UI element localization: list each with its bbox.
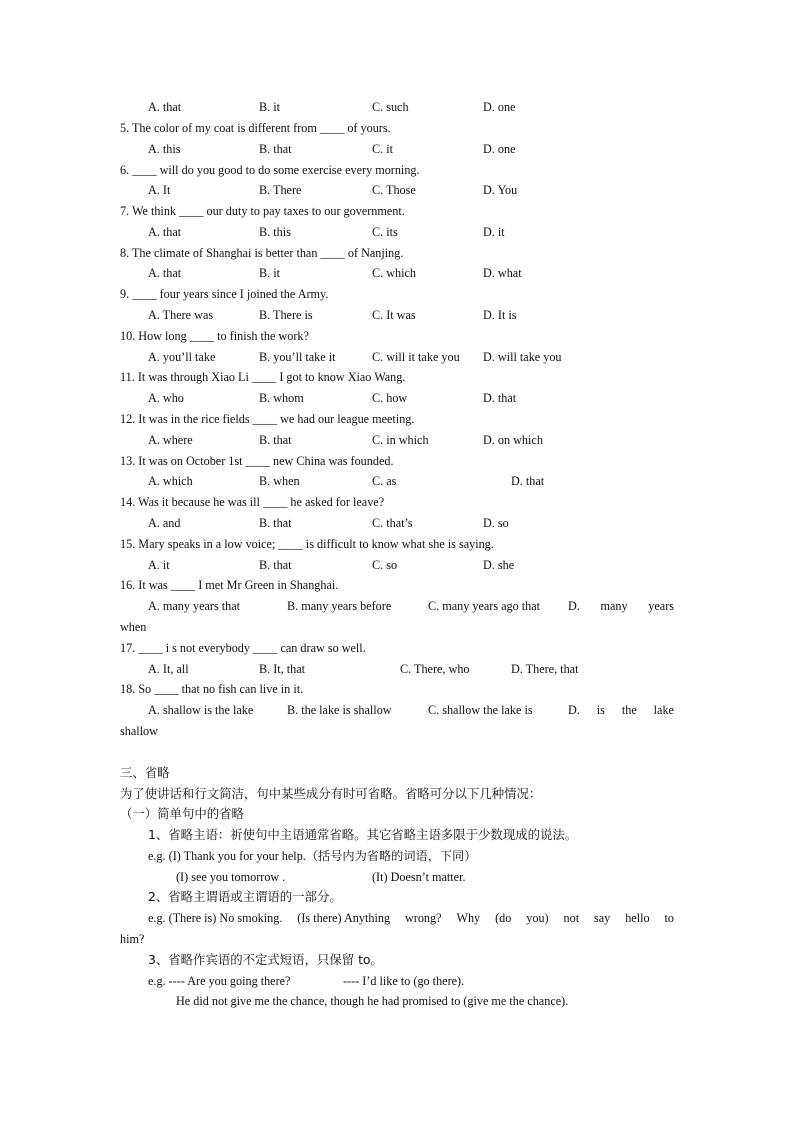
section-heading: 三、省略	[120, 765, 170, 780]
q14-option-b: B. that	[259, 516, 292, 530]
q18-option-d-continuation: shallow	[120, 724, 158, 738]
q10-option-a: A. you’ll take	[148, 350, 216, 364]
q16-option-b: B. many years before	[287, 599, 392, 613]
point-1-example-2b: (It) Doesn’t matter.	[372, 870, 466, 884]
point-1-title: 1、省略主语：祈使句中主语通常省略。其它省略主语多限于少数现成的说法。	[148, 827, 578, 842]
q8-stem: 8. The climate of Shanghai is better than ____ of Nanjing.	[120, 246, 404, 260]
point-2-example-part: e.g. (There is) No smoking.	[148, 911, 283, 925]
q9-option-b: B. There is	[259, 308, 313, 322]
q5-option-d: D. one	[483, 142, 516, 156]
q12-option-b: B. that	[259, 433, 292, 447]
point-2-example	[148, 910, 674, 926]
q16-option-c: C. many years ago that	[428, 599, 541, 613]
q18-option-c: C. shallow the lake is	[428, 703, 533, 717]
point-2-title: 2、省略主谓语或主谓语的一部分。	[148, 889, 342, 904]
q15-option-c: C. so	[372, 558, 398, 572]
q17-stem: 17. ____ i s not everybody ____ can draw so well.	[120, 641, 366, 655]
q14-option-d: D. so	[483, 516, 509, 530]
point-2-example-part: you)	[526, 911, 549, 925]
point-3-example-1a: e.g. ---- Are you going there?	[148, 974, 291, 988]
q6-stem: 6. ____ will do you good to do some exercise every morning.	[120, 163, 420, 177]
q15-option-a: A. it	[148, 558, 170, 572]
q12-option-c: C. in which	[372, 433, 429, 447]
point-2-example-part: to	[664, 911, 674, 925]
point-3-example-1b: ---- I’d like to (go there).	[343, 974, 465, 988]
q17-option-a: A. It, all	[148, 662, 189, 676]
q18-option-d-word: the	[621, 703, 637, 717]
q11-option-d: D. that	[483, 391, 517, 405]
point-2-example-continuation: him?	[120, 932, 145, 946]
q4-option-c: C. such	[372, 100, 409, 114]
q13-option-b: B. when	[259, 474, 300, 488]
point-1-example-1	[148, 848, 476, 864]
point-2-example-part: wrong?	[404, 911, 442, 925]
q6-option-d: D. You	[483, 183, 518, 197]
q7-option-a: A. that	[148, 225, 182, 239]
q11-option-a: A. who	[148, 391, 184, 405]
q5-option-c: C. it	[372, 142, 393, 156]
q15-option-b: B. that	[259, 558, 292, 572]
q11-option-c: C. how	[372, 391, 408, 405]
q18-option-d-word: lake	[653, 703, 674, 717]
q13-option-a: A. which	[148, 474, 193, 488]
q10-stem: 10. How long ____ to finish the work?	[120, 329, 309, 343]
q14-option-c: C. that’s	[372, 516, 413, 530]
q14-option-a: A. and	[148, 516, 181, 530]
q16-option-d	[568, 598, 674, 614]
q8-option-b: B. it	[259, 266, 280, 280]
point-2-example-part: not	[563, 911, 580, 925]
q7-option-b: B. this	[259, 225, 291, 239]
q12-stem: 12. It was in the rice fields ____ we had our league meeting.	[120, 412, 415, 426]
q6-option-a: A. It	[148, 183, 171, 197]
q16-option-d-word: years	[648, 599, 674, 613]
point-3-example-2: He did not give me the chance, though he had promised to (give me the chance).	[176, 994, 569, 1008]
q4-option-d: D. one	[483, 100, 516, 114]
q14-stem: 14. Was it because he was ill ____ he asked for leave?	[120, 495, 385, 509]
q10-option-c: C. will it take you	[372, 350, 460, 364]
point-1-example-2a: (I) see you tomorrow .	[176, 870, 286, 884]
q12-option-d: D. on which	[483, 433, 543, 447]
q18-option-d-letter: D.	[568, 703, 580, 717]
q18-option-d	[568, 702, 674, 718]
q17-option-c: C. There, who	[400, 662, 470, 676]
q4-option-a: A. that	[148, 100, 182, 114]
q18-option-d-word: is	[596, 703, 605, 717]
q11-option-b: B. whom	[259, 391, 304, 405]
q15-stem: 15. Mary speaks in a low voice; ____ is difficult to know what she is saying.	[120, 537, 494, 551]
q5-option-b: B. that	[259, 142, 292, 156]
point-2-example-part: hello	[625, 911, 650, 925]
q8-option-c: C. which	[372, 266, 417, 280]
q5-option-a: A. this	[148, 142, 181, 156]
q6-option-b: B. There	[259, 183, 302, 197]
q10-option-b: B. you’ll take it	[259, 350, 336, 364]
q11-stem: 11. It was through Xiao Li ____ I got to know Xiao Wang.	[120, 370, 406, 384]
subsection-heading: （一）简单句中的省略	[120, 806, 244, 821]
q13-option-c: C. as	[372, 474, 397, 488]
q5-stem: 5. The color of my coat is different from ____ of yours.	[120, 121, 391, 135]
q16-stem: 16. It was ____ I met Mr Green in Shanghai.	[120, 578, 339, 592]
q7-option-c: C. its	[372, 225, 398, 239]
q16-option-a: A. many years that	[148, 599, 241, 613]
q7-option-d: D. it	[483, 225, 505, 239]
q13-option-d: D. that	[511, 474, 545, 488]
q12-option-a: A. where	[148, 433, 193, 447]
q7-stem: 7. We think ____ our duty to pay taxes to our government.	[120, 204, 405, 218]
q16-option-d-word: many	[600, 599, 628, 613]
q4-option-b: B. it	[259, 100, 280, 114]
q10-option-d: D. will take you	[483, 350, 562, 364]
q17-option-b: B. It, that	[259, 662, 306, 676]
q15-option-d: D. she	[483, 558, 515, 572]
section-intro: 为了使讲话和行文简洁，句中某些成分有时可省略。省略可分以下几种情况：	[120, 786, 542, 801]
point-2-example-part: (Is there) Anything	[297, 911, 391, 925]
q18-option-a: A. shallow is the lake	[148, 703, 254, 717]
q18-stem: 18. So ____ that no fish can live in it.	[120, 682, 304, 696]
q8-option-d: D. what	[483, 266, 522, 280]
q17-option-d: D. There, that	[511, 662, 579, 676]
q16-option-d-continuation: when	[120, 620, 147, 634]
point-2-example-part: Why	[456, 911, 481, 925]
point-2-example-part: say	[594, 911, 611, 925]
point-1-example-1-text: e.g. (I) Thank you for your help.（括号内为省略的词语，下同）	[148, 849, 477, 863]
point-2-example-part: (do	[495, 911, 512, 925]
q13-stem: 13. It was on October 1st ____ new China was founded.	[120, 454, 394, 468]
q9-option-d: D. It is	[483, 308, 517, 322]
q16-option-d-letter: D.	[568, 599, 580, 613]
q8-option-a: A. that	[148, 266, 182, 280]
q9-option-a: A. There was	[148, 308, 214, 322]
q9-option-c: C. It was	[372, 308, 416, 322]
point-3-title: 3、省略作宾语的不定式短语，只保留 to。	[148, 952, 383, 967]
q9-stem: 9. ____ four years since I joined the Army.	[120, 287, 329, 301]
q6-option-c: C. Those	[372, 183, 416, 197]
q18-option-b: B. the lake is shallow	[287, 703, 392, 717]
